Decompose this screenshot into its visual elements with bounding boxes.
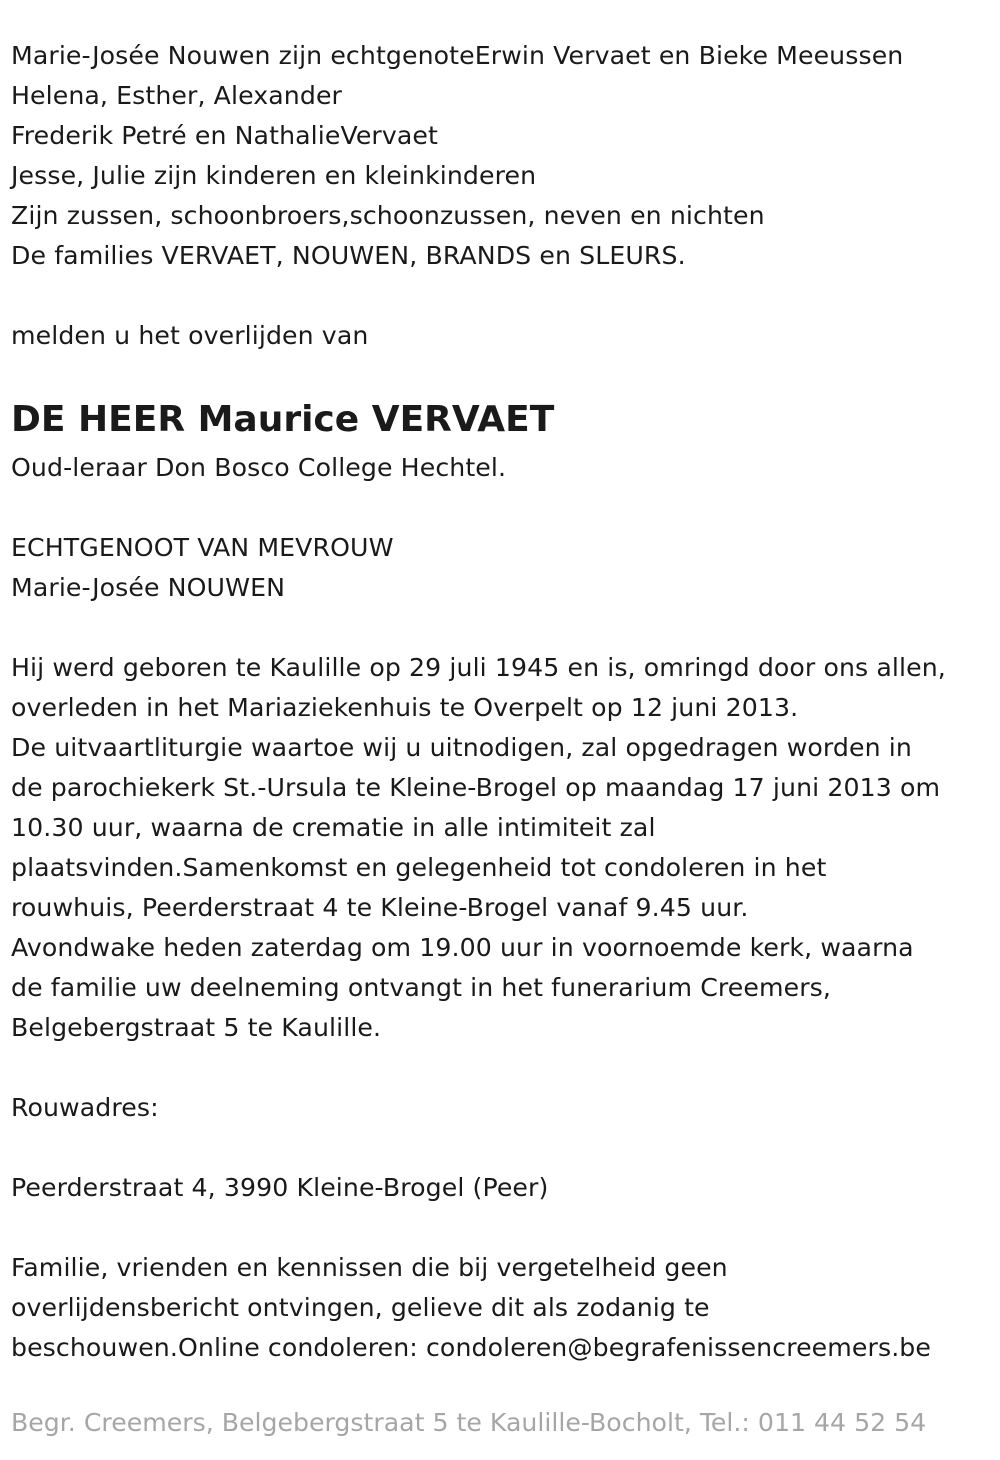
address-label: Rouwadres:: [11, 1093, 159, 1122]
details-paragraph: [11, 648, 991, 1048]
deceased-title: Oud-leraar Don Bosco College Hechtel.: [11, 453, 507, 482]
spouse-label: ECHTGENOOT VAN MEVROUW: [11, 533, 394, 562]
address-value: Peerderstraat 4, 3990 Kleine-Brogel (Peer): [11, 1173, 549, 1202]
details-line: De uitvaartliturgie waartoe wij u uitnodigen, zal opgedragen worden in: [11, 733, 912, 762]
deceased-name: DE HEER Maurice VERVAET: [11, 399, 555, 440]
closing-line: Familie, vrienden en kennissen die bij vergetelheid geen: [11, 1253, 728, 1282]
condolence-email-link[interactable]: condoleren@begrafenissencreemers.be: [425, 1333, 931, 1362]
closing-line: [11, 1328, 991, 1368]
closing-line: overlijdensbericht ontvingen, gelieve dit als zodanig te: [11, 1293, 710, 1322]
details-line: plaatsvinden.Samenkomst en gelegenheid tot condoleren in het: [11, 853, 827, 882]
details-line: Hij werd geboren te Kaulille op 29 juli 1945 en is, omringd door ons allen,: [11, 653, 946, 682]
closing-prefix: beschouwen.Online condoleren:: [11, 1333, 426, 1362]
family-line: Helena, Esther, Alexander: [11, 81, 343, 110]
details-line: Belgebergstraat 5 te Kaulille.: [11, 1013, 382, 1042]
family-line: Marie-Josée Nouwen zijn echtgenoteErwin Vervaet en Bieke Meeussen: [11, 41, 904, 70]
details-line: overleden in het Mariaziekenhuis te Overpelt op 12 juni 2013.: [11, 693, 799, 722]
announcement-text: melden u het overlijden van: [11, 321, 369, 350]
closing-paragraph: [11, 1248, 991, 1368]
family-line: Zijn zussen, schoonbroers,schoonzussen, neven en nichten: [11, 201, 765, 230]
details-line: Avondwake heden zaterdag om 19.00 uur in voornoemde kerk, waarna: [11, 933, 914, 962]
obituary-notice: [11, 36, 991, 1368]
family-line: De families VERVAET, NOUWEN, BRANDS en SLEURS.: [11, 241, 686, 270]
family-list: [11, 36, 991, 276]
details-line: rouwhuis, Peerderstraat 4 te Kleine-Brogel vanaf 9.45 uur.: [11, 893, 749, 922]
funeral-home-footer: Begr. Creemers, Belgebergstraat 5 te Kaulille-Bocholt, Tel.: 011 44 52 54: [11, 1408, 927, 1437]
family-line: Frederik Petré en NathalieVervaet: [11, 121, 438, 150]
details-line: de parochiekerk St.-Ursula te Kleine-Brogel op maandag 17 juni 2013 om: [11, 773, 941, 802]
spouse-name: Marie-Josée NOUWEN: [11, 573, 286, 602]
family-line: Jesse, Julie zijn kinderen en kleinkinderen: [11, 161, 537, 190]
details-line: de familie uw deelneming ontvangt in het funerarium Creemers,: [11, 973, 831, 1002]
details-line: 10.30 uur, waarna de crematie in alle intimiteit zal: [11, 813, 656, 842]
